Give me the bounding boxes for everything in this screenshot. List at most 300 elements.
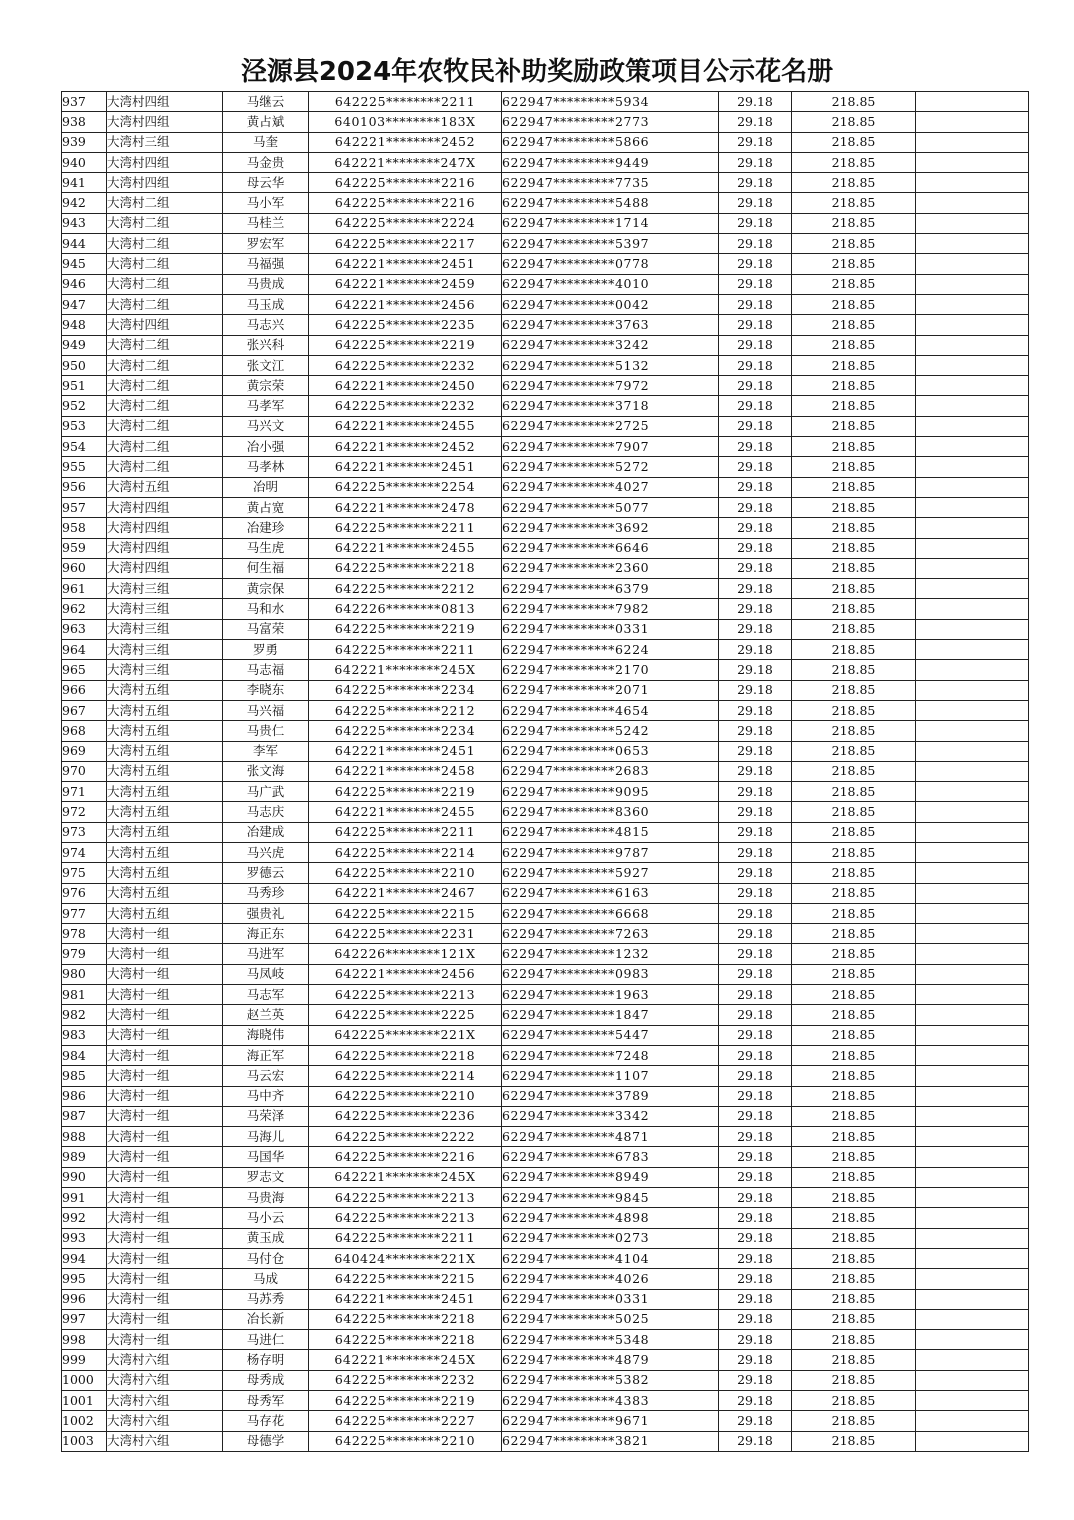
table-row (62, 152, 1029, 172)
subsidy-amount-cell: 218.85 (792, 315, 916, 335)
subsidy-standard-cell: 29.18 (719, 274, 792, 294)
subsidy-amount-cell: 218.85 (792, 599, 916, 619)
table-row (62, 802, 1029, 822)
remark-cell (916, 1025, 1029, 1045)
account-number-cell: 622947*********5934 (502, 92, 719, 112)
id-number-cell: 642221********2455 (309, 802, 502, 822)
subsidy-amount-cell: 218.85 (792, 1228, 916, 1248)
subsidy-amount-cell: 218.85 (792, 903, 916, 923)
remark-cell (916, 883, 1029, 903)
subsidy-standard-cell: 29.18 (719, 1167, 792, 1187)
table-row (62, 254, 1029, 274)
person-name-cell: 罗德云 (223, 863, 309, 883)
table-row (62, 335, 1029, 355)
subsidy-standard-cell: 29.18 (719, 822, 792, 842)
account-number-cell: 622947*********0331 (502, 1289, 719, 1309)
subsidy-standard-cell: 29.18 (719, 741, 792, 761)
table-row (62, 721, 1029, 741)
remark-cell (916, 1370, 1029, 1390)
subsidy-amount-cell: 218.85 (792, 558, 916, 578)
person-name-cell: 马广武 (223, 782, 309, 802)
table-row (62, 497, 1029, 517)
roster-table (61, 91, 1029, 1452)
remark-cell (916, 274, 1029, 294)
roster-body (62, 92, 1029, 1452)
subsidy-standard-cell: 29.18 (719, 355, 792, 375)
person-name-cell: 马和水 (223, 599, 309, 619)
remark-cell (916, 640, 1029, 660)
account-number-cell: 622947*********5447 (502, 1025, 719, 1045)
person-name-cell: 马贵仁 (223, 721, 309, 741)
person-name-cell: 罗宏军 (223, 234, 309, 254)
remark-cell (916, 944, 1029, 964)
account-number-cell: 622947*********4026 (502, 1269, 719, 1289)
id-number-cell: 642225********2216 (309, 1147, 502, 1167)
table-row (62, 822, 1029, 842)
row-number-cell: 938 (62, 112, 107, 132)
subsidy-amount-cell: 218.85 (792, 1391, 916, 1411)
account-number-cell: 622947*********3692 (502, 518, 719, 538)
account-number-cell: 622947*********7735 (502, 173, 719, 193)
person-name-cell: 马金贵 (223, 152, 309, 172)
village-group-cell: 大湾村五组 (107, 761, 223, 781)
table-row (62, 741, 1029, 761)
account-number-cell: 622947*********5272 (502, 457, 719, 477)
subsidy-standard-cell: 29.18 (719, 518, 792, 538)
id-number-cell: 642225********2214 (309, 842, 502, 862)
subsidy-amount-cell: 218.85 (792, 274, 916, 294)
subsidy-standard-cell: 29.18 (719, 294, 792, 314)
table-row (62, 112, 1029, 132)
village-group-cell: 大湾村二组 (107, 376, 223, 396)
subsidy-standard-cell: 29.18 (719, 1127, 792, 1147)
person-name-cell: 海正东 (223, 924, 309, 944)
subsidy-standard-cell: 29.18 (719, 863, 792, 883)
subsidy-standard-cell: 29.18 (719, 680, 792, 700)
subsidy-standard-cell: 29.18 (719, 924, 792, 944)
subsidy-amount-cell: 218.85 (792, 1208, 916, 1228)
id-number-cell: 642225********2218 (309, 1045, 502, 1065)
remark-cell (916, 761, 1029, 781)
row-number-cell: 950 (62, 355, 107, 375)
row-number-cell: 953 (62, 416, 107, 436)
id-number-cell: 642221********2451 (309, 1289, 502, 1309)
remark-cell (916, 660, 1029, 680)
village-group-cell: 大湾村二组 (107, 355, 223, 375)
row-number-cell: 973 (62, 822, 107, 842)
table-row (62, 315, 1029, 335)
subsidy-standard-cell: 29.18 (719, 1045, 792, 1065)
person-name-cell: 马秀珍 (223, 883, 309, 903)
remark-cell (916, 985, 1029, 1005)
remark-cell (916, 964, 1029, 984)
account-number-cell: 622947*********6646 (502, 538, 719, 558)
account-number-cell: 622947*********5348 (502, 1330, 719, 1350)
subsidy-standard-cell: 29.18 (719, 1330, 792, 1350)
table-row (62, 538, 1029, 558)
subsidy-amount-cell: 218.85 (792, 700, 916, 720)
table-row (62, 416, 1029, 436)
subsidy-amount-cell: 218.85 (792, 1248, 916, 1268)
person-name-cell: 马成 (223, 1269, 309, 1289)
table-row (62, 944, 1029, 964)
table-row (62, 518, 1029, 538)
id-number-cell: 642225********2218 (309, 558, 502, 578)
person-name-cell: 马玉成 (223, 294, 309, 314)
person-name-cell: 马国华 (223, 1147, 309, 1167)
remark-cell (916, 294, 1029, 314)
table-row (62, 1391, 1029, 1411)
id-number-cell: 642225********221X (309, 1025, 502, 1045)
person-name-cell: 强贵礼 (223, 903, 309, 923)
account-number-cell: 622947*********4010 (502, 274, 719, 294)
row-number-cell: 978 (62, 924, 107, 944)
person-name-cell: 罗志文 (223, 1167, 309, 1187)
account-number-cell: 622947*********0653 (502, 741, 719, 761)
row-number-cell: 982 (62, 1005, 107, 1025)
id-number-cell: 642225********2219 (309, 619, 502, 639)
row-number-cell: 963 (62, 619, 107, 639)
person-name-cell: 黄占宽 (223, 497, 309, 517)
person-name-cell: 冶长新 (223, 1309, 309, 1329)
subsidy-standard-cell: 29.18 (719, 660, 792, 680)
remark-cell (916, 1309, 1029, 1329)
account-number-cell: 622947*********0778 (502, 254, 719, 274)
person-name-cell: 马孝林 (223, 457, 309, 477)
table-row (62, 1248, 1029, 1268)
village-group-cell: 大湾村一组 (107, 1188, 223, 1208)
subsidy-standard-cell: 29.18 (719, 1269, 792, 1289)
person-name-cell: 黄占斌 (223, 112, 309, 132)
row-number-cell: 991 (62, 1188, 107, 1208)
table-row (62, 457, 1029, 477)
person-name-cell: 马进军 (223, 944, 309, 964)
village-group-cell: 大湾村二组 (107, 416, 223, 436)
table-row (62, 1411, 1029, 1431)
table-row (62, 1147, 1029, 1167)
id-number-cell: 640424********221X (309, 1248, 502, 1268)
remark-cell (916, 680, 1029, 700)
subsidy-standard-cell: 29.18 (719, 92, 792, 112)
subsidy-standard-cell: 29.18 (719, 1289, 792, 1309)
subsidy-amount-cell: 218.85 (792, 1289, 916, 1309)
remark-cell (916, 315, 1029, 335)
subsidy-standard-cell: 29.18 (719, 1106, 792, 1126)
id-number-cell: 640103********183X (309, 112, 502, 132)
subsidy-standard-cell: 29.18 (719, 234, 792, 254)
row-number-cell: 972 (62, 802, 107, 822)
remark-cell (916, 1269, 1029, 1289)
person-name-cell: 马奎 (223, 132, 309, 152)
account-number-cell: 622947*********5077 (502, 497, 719, 517)
id-number-cell: 642225********2215 (309, 903, 502, 923)
subsidy-amount-cell: 218.85 (792, 1269, 916, 1289)
remark-cell (916, 903, 1029, 923)
remark-cell (916, 579, 1029, 599)
remark-cell (916, 497, 1029, 517)
remark-cell (916, 457, 1029, 477)
id-number-cell: 642225********2211 (309, 822, 502, 842)
table-row (62, 619, 1029, 639)
subsidy-standard-cell: 29.18 (719, 1309, 792, 1329)
remark-cell (916, 152, 1029, 172)
remark-cell (916, 842, 1029, 862)
id-number-cell: 642225********2211 (309, 518, 502, 538)
remark-cell (916, 193, 1029, 213)
village-group-cell: 大湾村二组 (107, 193, 223, 213)
person-name-cell: 马孝军 (223, 396, 309, 416)
person-name-cell: 马小军 (223, 193, 309, 213)
row-number-cell: 968 (62, 721, 107, 741)
subsidy-standard-cell: 29.18 (719, 1350, 792, 1370)
village-group-cell: 大湾村一组 (107, 1147, 223, 1167)
remark-cell (916, 1188, 1029, 1208)
account-number-cell: 622947*********6163 (502, 883, 719, 903)
id-number-cell: 642221********2456 (309, 964, 502, 984)
account-number-cell: 622947*********5866 (502, 132, 719, 152)
id-number-cell: 642225********2213 (309, 1208, 502, 1228)
id-number-cell: 642221********2459 (309, 274, 502, 294)
account-number-cell: 622947*********5025 (502, 1309, 719, 1329)
person-name-cell: 马继云 (223, 92, 309, 112)
person-name-cell: 李晓东 (223, 680, 309, 700)
remark-cell (916, 721, 1029, 741)
village-group-cell: 大湾村二组 (107, 396, 223, 416)
id-number-cell: 642225********2222 (309, 1127, 502, 1147)
village-group-cell: 大湾村五组 (107, 680, 223, 700)
row-number-cell: 961 (62, 579, 107, 599)
id-number-cell: 642226********121X (309, 944, 502, 964)
account-number-cell: 622947*********6224 (502, 640, 719, 660)
table-row (62, 1228, 1029, 1248)
village-group-cell: 大湾村一组 (107, 944, 223, 964)
subsidy-standard-cell: 29.18 (719, 721, 792, 741)
subsidy-standard-cell: 29.18 (719, 1086, 792, 1106)
subsidy-amount-cell: 218.85 (792, 1086, 916, 1106)
person-name-cell: 马兴虎 (223, 842, 309, 862)
id-number-cell: 642225********2234 (309, 680, 502, 700)
account-number-cell: 622947*********9095 (502, 782, 719, 802)
id-number-cell: 642221********2452 (309, 132, 502, 152)
table-row (62, 213, 1029, 233)
remark-cell (916, 538, 1029, 558)
row-number-cell: 1000 (62, 1370, 107, 1390)
subsidy-amount-cell: 218.85 (792, 234, 916, 254)
table-row (62, 274, 1029, 294)
subsidy-amount-cell: 218.85 (792, 721, 916, 741)
person-name-cell: 张文江 (223, 355, 309, 375)
table-row (62, 1127, 1029, 1147)
remark-cell (916, 92, 1029, 112)
person-name-cell: 杨存明 (223, 1350, 309, 1370)
account-number-cell: 622947*********4879 (502, 1350, 719, 1370)
subsidy-standard-cell: 29.18 (719, 619, 792, 639)
row-number-cell: 960 (62, 558, 107, 578)
id-number-cell: 642221********245X (309, 1350, 502, 1370)
subsidy-standard-cell: 29.18 (719, 558, 792, 578)
person-name-cell: 母德学 (223, 1431, 309, 1451)
row-number-cell: 970 (62, 761, 107, 781)
village-group-cell: 大湾村四组 (107, 152, 223, 172)
village-group-cell: 大湾村六组 (107, 1411, 223, 1431)
table-row (62, 1025, 1029, 1045)
row-number-cell: 969 (62, 741, 107, 761)
table-row (62, 1188, 1029, 1208)
table-row (62, 1350, 1029, 1370)
remark-cell (916, 1086, 1029, 1106)
subsidy-amount-cell: 218.85 (792, 680, 916, 700)
table-row (62, 599, 1029, 619)
subsidy-amount-cell: 218.85 (792, 1045, 916, 1065)
table-row (62, 761, 1029, 781)
village-group-cell: 大湾村三组 (107, 660, 223, 680)
subsidy-standard-cell: 29.18 (719, 193, 792, 213)
village-group-cell: 大湾村一组 (107, 1086, 223, 1106)
person-name-cell: 马生虎 (223, 538, 309, 558)
table-row (62, 355, 1029, 375)
id-number-cell: 642225********2224 (309, 213, 502, 233)
subsidy-standard-cell: 29.18 (719, 903, 792, 923)
account-number-cell: 622947*********4871 (502, 1127, 719, 1147)
remark-cell (916, 802, 1029, 822)
row-number-cell: 975 (62, 863, 107, 883)
account-number-cell: 622947*********1714 (502, 213, 719, 233)
person-name-cell: 母秀成 (223, 1370, 309, 1390)
subsidy-standard-cell: 29.18 (719, 538, 792, 558)
row-number-cell: 937 (62, 92, 107, 112)
id-number-cell: 642225********2231 (309, 924, 502, 944)
person-name-cell: 马付仓 (223, 1248, 309, 1268)
table-row (62, 964, 1029, 984)
id-number-cell: 642225********2234 (309, 721, 502, 741)
remark-cell (916, 173, 1029, 193)
village-group-cell: 大湾村五组 (107, 822, 223, 842)
subsidy-amount-cell: 218.85 (792, 538, 916, 558)
row-number-cell: 955 (62, 457, 107, 477)
row-number-cell: 966 (62, 680, 107, 700)
id-number-cell: 642221********245X (309, 1167, 502, 1187)
account-number-cell: 622947*********1232 (502, 944, 719, 964)
subsidy-amount-cell: 218.85 (792, 376, 916, 396)
subsidy-amount-cell: 218.85 (792, 477, 916, 497)
subsidy-amount-cell: 218.85 (792, 1025, 916, 1045)
account-number-cell: 622947*********2725 (502, 416, 719, 436)
id-number-cell: 642225********2232 (309, 1370, 502, 1390)
remark-cell (916, 1167, 1029, 1187)
subsidy-standard-cell: 29.18 (719, 335, 792, 355)
subsidy-amount-cell: 218.85 (792, 152, 916, 172)
account-number-cell: 622947*********2071 (502, 680, 719, 700)
subsidy-amount-cell: 218.85 (792, 822, 916, 842)
subsidy-amount-cell: 218.85 (792, 964, 916, 984)
account-number-cell: 622947*********7263 (502, 924, 719, 944)
row-number-cell: 940 (62, 152, 107, 172)
village-group-cell: 大湾村一组 (107, 1066, 223, 1086)
village-group-cell: 大湾村四组 (107, 173, 223, 193)
person-name-cell: 马荣泽 (223, 1106, 309, 1126)
subsidy-amount-cell: 218.85 (792, 1188, 916, 1208)
row-number-cell: 996 (62, 1289, 107, 1309)
subsidy-standard-cell: 29.18 (719, 640, 792, 660)
person-name-cell: 马中齐 (223, 1086, 309, 1106)
account-number-cell: 622947*********5488 (502, 193, 719, 213)
subsidy-standard-cell: 29.18 (719, 213, 792, 233)
subsidy-amount-cell: 218.85 (792, 741, 916, 761)
table-row (62, 883, 1029, 903)
remark-cell (916, 1208, 1029, 1228)
person-name-cell: 罗勇 (223, 640, 309, 660)
id-number-cell: 642225********2218 (309, 1309, 502, 1329)
remark-cell (916, 112, 1029, 132)
account-number-cell: 622947*********3718 (502, 396, 719, 416)
village-group-cell: 大湾村一组 (107, 1269, 223, 1289)
id-number-cell: 642225********2213 (309, 1188, 502, 1208)
account-number-cell: 622947*********6783 (502, 1147, 719, 1167)
row-number-cell: 957 (62, 497, 107, 517)
remark-cell (916, 518, 1029, 538)
row-number-cell: 990 (62, 1167, 107, 1187)
account-number-cell: 622947*********4815 (502, 822, 719, 842)
row-number-cell: 987 (62, 1106, 107, 1126)
village-group-cell: 大湾村五组 (107, 802, 223, 822)
row-number-cell: 964 (62, 640, 107, 660)
table-row (62, 700, 1029, 720)
row-number-cell: 967 (62, 700, 107, 720)
id-number-cell: 642225********2211 (309, 1228, 502, 1248)
account-number-cell: 622947*********9449 (502, 152, 719, 172)
remark-cell (916, 599, 1029, 619)
subsidy-amount-cell: 218.85 (792, 1066, 916, 1086)
subsidy-standard-cell: 29.18 (719, 1411, 792, 1431)
id-number-cell: 642225********2219 (309, 1391, 502, 1411)
subsidy-amount-cell: 218.85 (792, 112, 916, 132)
person-name-cell: 马海儿 (223, 1127, 309, 1147)
remark-cell (916, 437, 1029, 457)
subsidy-standard-cell: 29.18 (719, 1147, 792, 1167)
row-number-cell: 988 (62, 1127, 107, 1147)
subsidy-standard-cell: 29.18 (719, 132, 792, 152)
village-group-cell: 大湾村三组 (107, 619, 223, 639)
village-group-cell: 大湾村六组 (107, 1370, 223, 1390)
person-name-cell: 冶小强 (223, 437, 309, 457)
remark-cell (916, 1248, 1029, 1268)
village-group-cell: 大湾村四组 (107, 112, 223, 132)
table-row (62, 1086, 1029, 1106)
subsidy-standard-cell: 29.18 (719, 782, 792, 802)
person-name-cell: 黄宗荣 (223, 376, 309, 396)
village-group-cell: 大湾村二组 (107, 335, 223, 355)
person-name-cell: 马志兴 (223, 315, 309, 335)
village-group-cell: 大湾村一组 (107, 1309, 223, 1329)
remark-cell (916, 1005, 1029, 1025)
id-number-cell: 642225********2210 (309, 863, 502, 883)
id-number-cell: 642221********2467 (309, 883, 502, 903)
remark-cell (916, 1289, 1029, 1309)
person-name-cell: 马存花 (223, 1411, 309, 1431)
account-number-cell: 622947*********5382 (502, 1370, 719, 1390)
subsidy-amount-cell: 218.85 (792, 1350, 916, 1370)
remark-cell (916, 1066, 1029, 1086)
id-number-cell: 642221********245X (309, 660, 502, 680)
row-number-cell: 1002 (62, 1411, 107, 1431)
person-name-cell: 冶明 (223, 477, 309, 497)
row-number-cell: 977 (62, 903, 107, 923)
person-name-cell: 何生福 (223, 558, 309, 578)
table-row (62, 477, 1029, 497)
village-group-cell: 大湾村六组 (107, 1350, 223, 1370)
account-number-cell: 622947*********2360 (502, 558, 719, 578)
remark-cell (916, 741, 1029, 761)
